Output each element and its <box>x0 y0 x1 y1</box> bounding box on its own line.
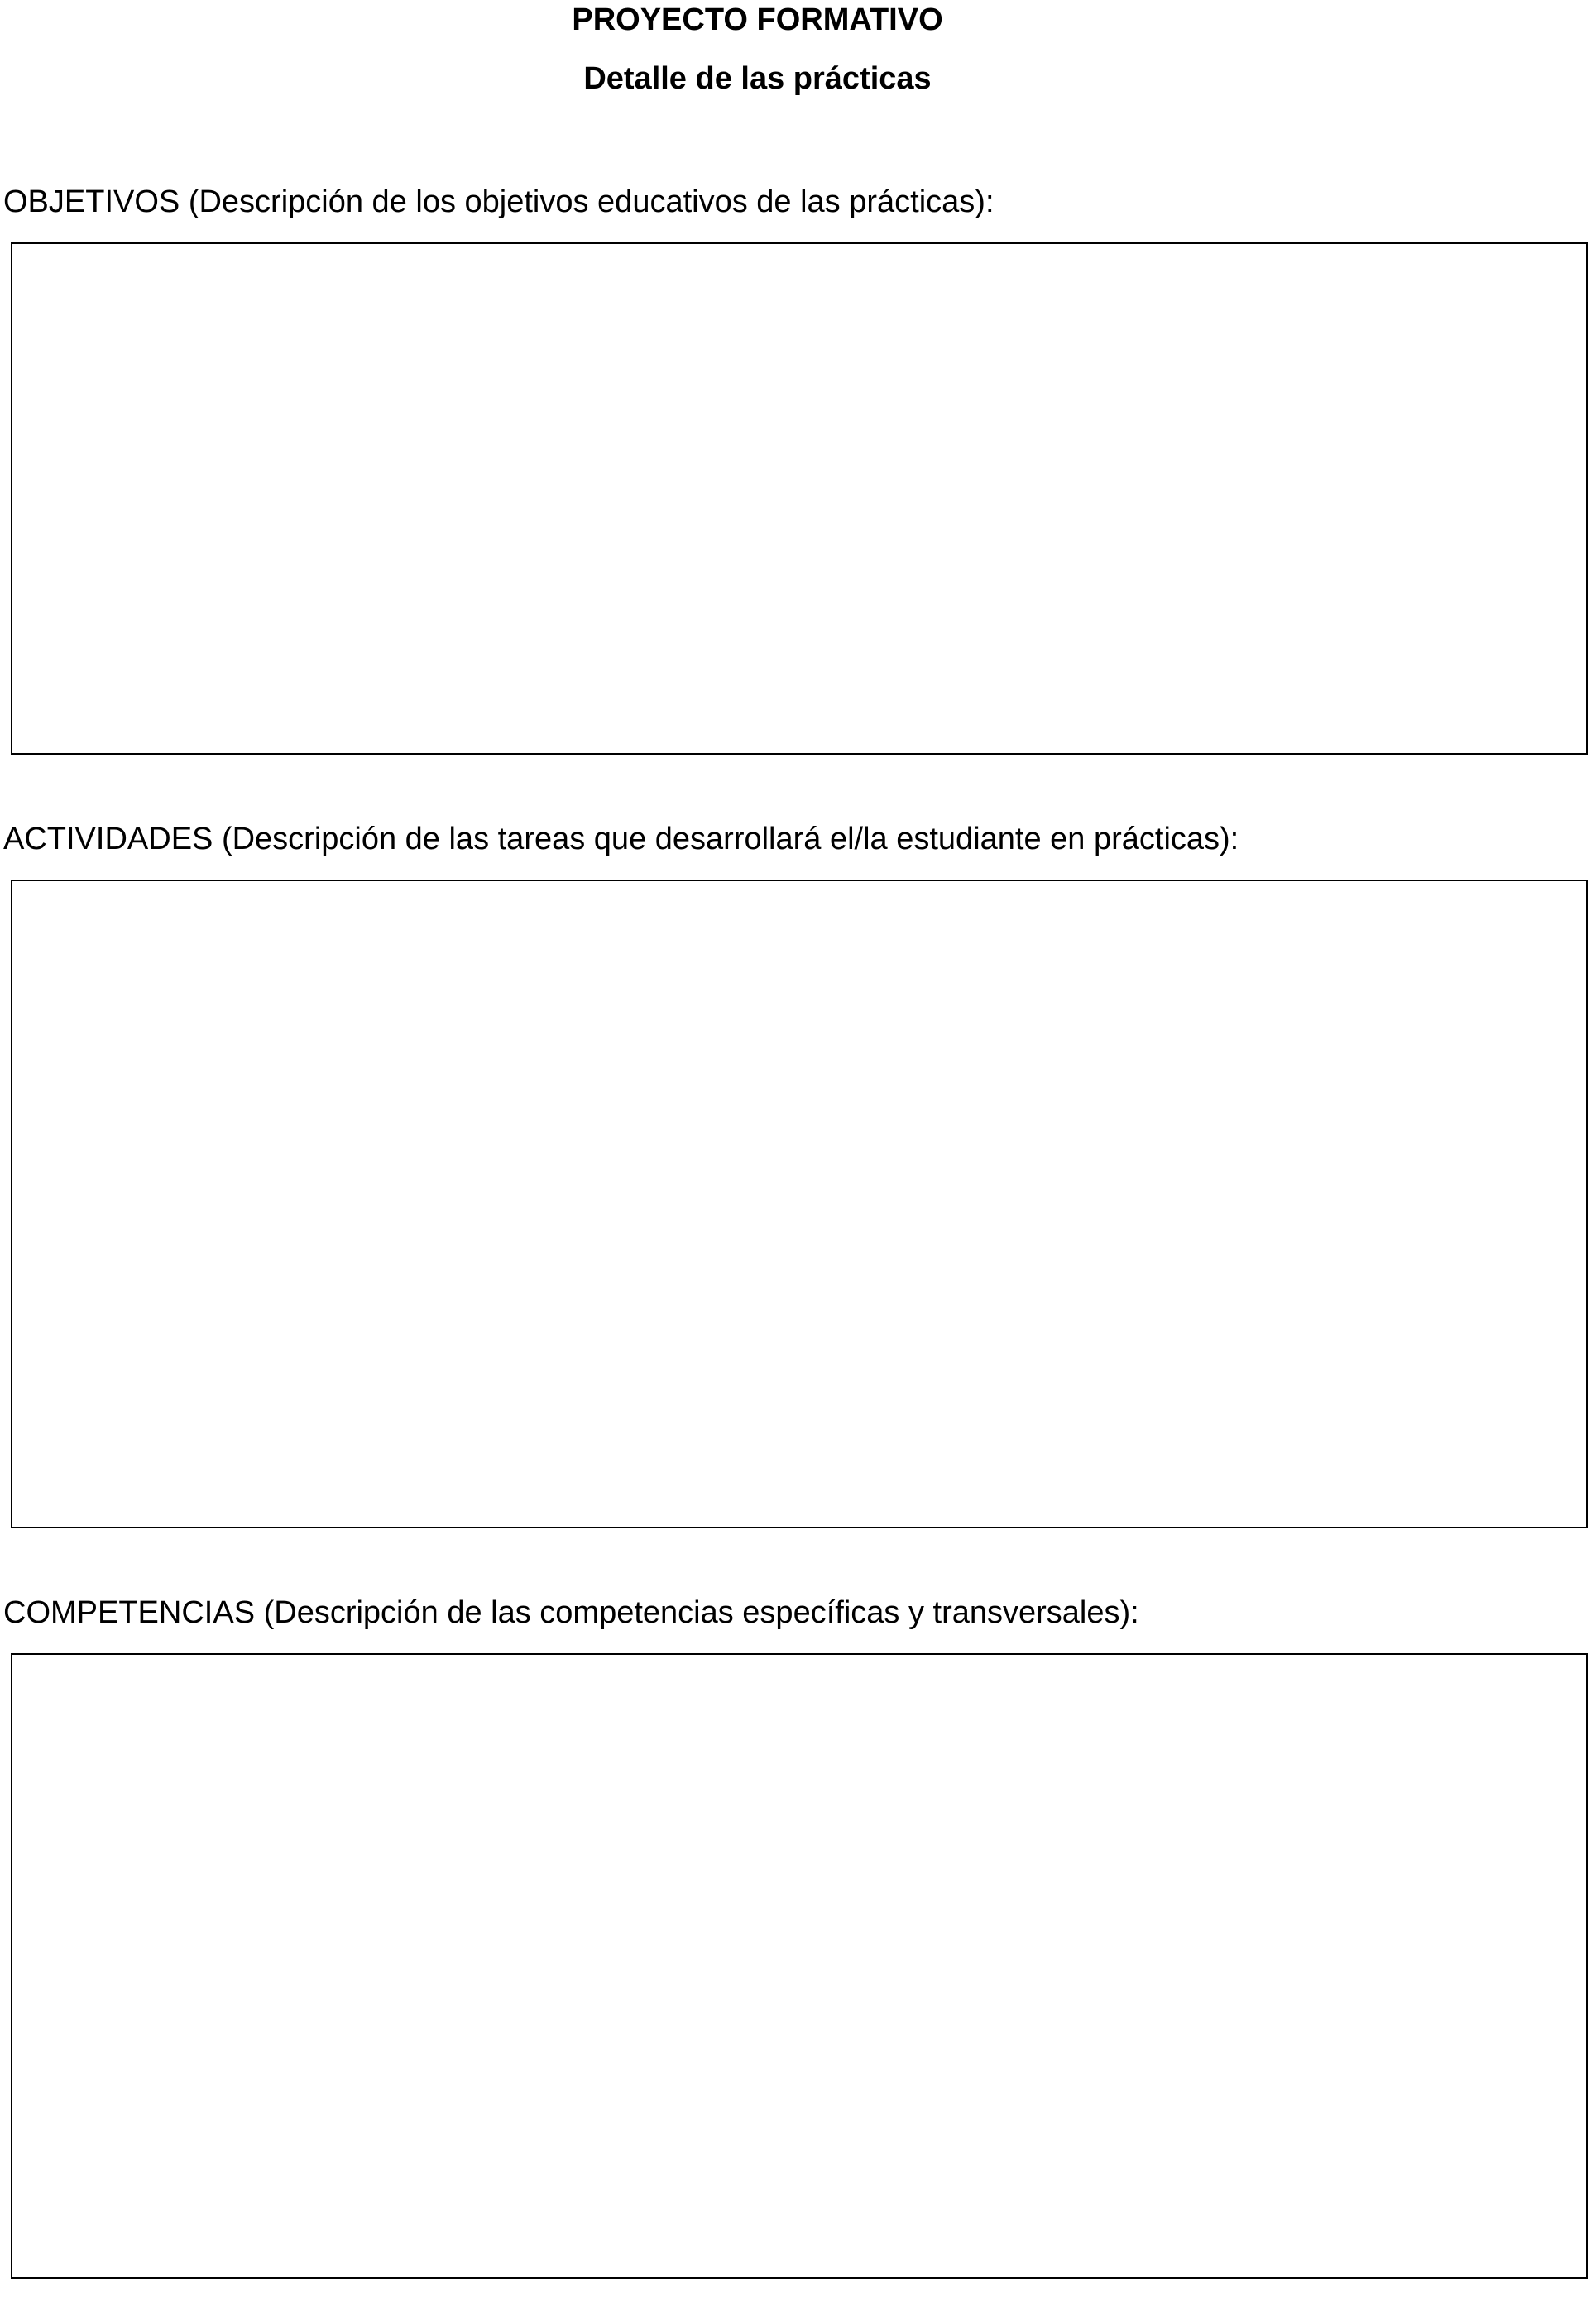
objetivos-label: OBJETIVOS (Descripción de los objetivos educativos de las prácticas): <box>3 185 995 219</box>
actividades-label: ACTIVIDADES (Descripción de las tareas que desarrollará el/la estudiante en prácticas): <box>3 822 1239 856</box>
actividades-field[interactable] <box>11 880 1588 1528</box>
objetivos-field[interactable] <box>11 242 1588 755</box>
competencias-label: COMPETENCIAS (Descripción de las competencias específicas y transversales): <box>3 1595 1139 1630</box>
competencias-field[interactable] <box>11 1653 1588 2279</box>
document-title: PROYECTO FORMATIVO <box>572 2 943 37</box>
document-subtitle: Detalle de las prácticas <box>583 61 932 96</box>
